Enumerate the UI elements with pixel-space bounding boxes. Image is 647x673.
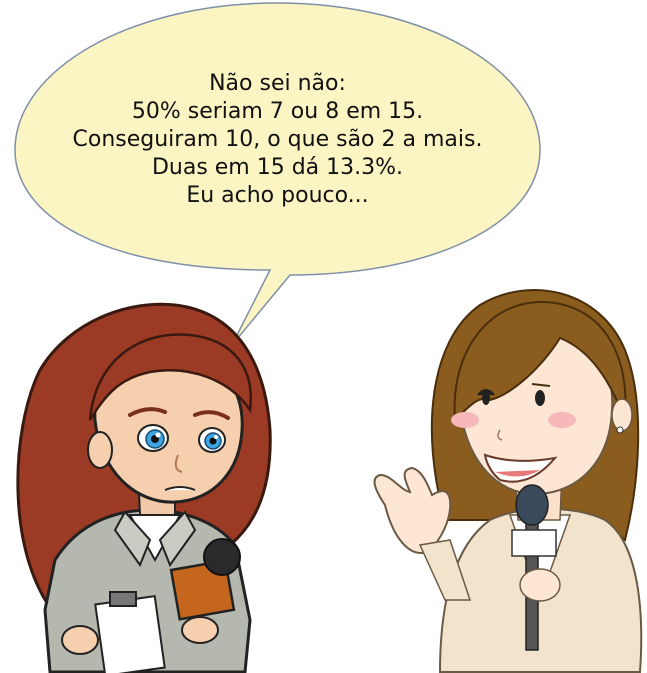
- clipboard-icon: [95, 592, 164, 673]
- speech-line: Duas em 15 dá 13.3%.: [151, 155, 404, 180]
- speech-line: 50% seriam 7 ou 8 em 15.: [131, 99, 424, 124]
- speech-line: Não sei não:: [209, 71, 346, 96]
- speech-bubble-text: [30, 70, 525, 210]
- reporter-right: [375, 290, 642, 672]
- speech-line: Conseguiram 10, o que são 2 a mais.: [72, 127, 483, 152]
- speech-line: Eu acho pouco...: [186, 183, 369, 208]
- reporter-left: [18, 304, 270, 673]
